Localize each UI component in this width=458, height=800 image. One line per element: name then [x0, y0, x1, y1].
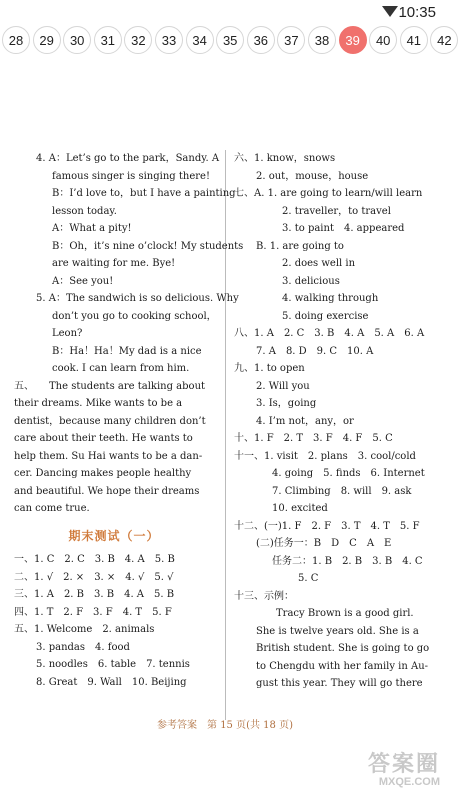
answer-line: 2. does well in	[282, 258, 356, 269]
page-tab-31[interactable]: 31	[94, 26, 122, 54]
page-tab-35[interactable]: 35	[216, 26, 244, 54]
answer-line: She is twelve years old. She is a	[256, 625, 419, 637]
answer-line: 九、1. to open	[234, 363, 305, 374]
answer-line: 5. doing exercise	[282, 310, 369, 322]
answer-line: 十二、(一)1. F 2. F 3. T 4. T 5. F	[234, 520, 420, 532]
answer-line: 二、1. √ 2. × 3. × 4. √ 5. √	[14, 571, 174, 583]
page-tab-34[interactable]: 34	[186, 26, 214, 54]
answer-line: 7. A 8. D 9. C 10. A	[256, 345, 374, 357]
answer-line: 五、1. Welcome 2. animals	[14, 624, 155, 635]
answer-line: 8. Great 9. Wall 10. Beijing	[36, 676, 187, 688]
answer-line: don’t you go to cooking school，	[52, 310, 217, 322]
answer-line: 10. excited	[272, 503, 328, 514]
answer-line: to Chengdu with her family in Au-	[256, 660, 429, 672]
answer-line: their dreams. Mike wants to be a	[14, 398, 183, 409]
answer-line: 六、1. know，snows	[234, 153, 336, 164]
answer-line: 4. I’m not，any，or	[256, 415, 354, 427]
answer-line: 3. delicious	[282, 275, 340, 287]
answer-line: 4. walking through	[282, 293, 379, 304]
answer-line: 七、A. 1. are going to learn/will learn	[234, 188, 423, 199]
answer-line: 3. pandas 4. food	[36, 641, 130, 653]
answer-line: dentist，because many children don’t	[14, 415, 206, 427]
status-time: 10:35	[398, 4, 436, 21]
page-tab-41[interactable]: 41	[400, 26, 428, 54]
answer-line: B. 1. are going to	[256, 240, 344, 252]
answer-line: 4. going 5. finds 6. Internet	[272, 468, 425, 479]
status-bar	[0, 0, 450, 26]
page-tab-28[interactable]: 28	[2, 26, 30, 54]
answer-line: B：Ha！Ha！My dad is a nice	[52, 345, 202, 357]
answer-line: 3. to paint 4. appeared	[282, 223, 405, 234]
watermark-logo	[368, 752, 440, 788]
answer-line: 7. Climbing 8. will 9. ask	[272, 485, 412, 497]
answer-line: 十三、示例：	[234, 590, 294, 602]
answer-line: help them. Su Hai wants to be a dan-	[14, 450, 203, 462]
page-tab-40[interactable]: 40	[369, 26, 397, 54]
page-tab-36[interactable]: 36	[247, 26, 275, 54]
answer-line: 5. A：The sandwich is so delicious. Why	[36, 293, 239, 304]
answer-line: famous singer is singing there!	[52, 170, 210, 182]
answer-line: are waiting for me. Bye!	[52, 258, 176, 269]
answer-line: care about their teeth. He wants to	[14, 433, 193, 444]
page-tab-32[interactable]: 32	[124, 26, 152, 54]
answer-line: 一、1. C 2. C 3. B 4. A 5. B	[14, 554, 175, 565]
left-column	[14, 150, 244, 691]
answer-line: 2. out，mouse，house	[256, 170, 369, 182]
answer-line: cer. Dancing makes people healthy	[14, 468, 192, 479]
answer-line: 五、 The students are talking about	[14, 380, 206, 392]
answer-line: B：Oh，it’s nine o’clock! My students	[52, 240, 244, 252]
page-footer: 参考答案 第 15 页(共 18 页)	[157, 720, 293, 731]
page-tab-39[interactable]: 39	[339, 26, 367, 54]
answer-line: 三、1. A 2. B 3. B 4. A 5. B	[14, 589, 175, 600]
answer-line: 四、1. T 2. F 3. F 4. T 5. F	[14, 606, 172, 618]
page-tab-37[interactable]: 37	[277, 26, 305, 54]
answer-line: cook. I can learn from him.	[52, 363, 190, 374]
answer-line: 5. noodles 6. table 7. tennis	[36, 659, 190, 670]
section-title: 期末测试（一）	[68, 528, 160, 543]
answer-line: 八、1. A 2. C 3. B 4. A 5. A 6. A	[234, 328, 425, 339]
column-divider	[225, 150, 226, 720]
answer-line: A：See you!	[52, 275, 114, 287]
answer-line: B：I’d love to，but I have a painting	[52, 188, 236, 199]
page-tab-29[interactable]: 29	[33, 26, 61, 54]
answer-line: British student. She is going to go	[256, 643, 430, 654]
answer-line: and beautiful. We hope their dreams	[14, 485, 200, 497]
answer-line: 2. traveller，to travel	[282, 205, 391, 217]
watermark-line2: MXQE.COM	[378, 776, 440, 788]
answer-line: can come true.	[14, 503, 90, 514]
answer-line: 十、1. F 2. T 3. F 4. F 5. C	[234, 433, 393, 444]
answer-line: Leon?	[52, 328, 83, 339]
right-column	[234, 150, 434, 693]
answer-line: 5. C	[298, 573, 319, 584]
answer-line: 4. A：Let’s go to the park，Sandy. A	[36, 153, 220, 164]
page-tab-42[interactable]: 42	[430, 26, 458, 54]
watermark-line1: 答案圈	[367, 751, 440, 776]
page-tab-30[interactable]: 30	[63, 26, 91, 54]
answer-line: gust this year. They will go there	[256, 678, 423, 689]
answer-line: 十一、1. visit 2. plans 3. cool/cold	[234, 450, 416, 462]
answer-line: 任务二：1. B 2. B 3. B 4. C	[272, 555, 423, 567]
answer-line: 2. Will you	[256, 380, 310, 392]
page-tab-38[interactable]: 38	[308, 26, 336, 54]
page-number-bar	[0, 26, 450, 56]
answer-line: Tracy Brown is a good girl.	[256, 608, 414, 619]
wifi-icon	[382, 6, 398, 17]
answer-line: (二)任务一：B D C A E	[256, 538, 392, 549]
answer-line: A：What a pity!	[52, 223, 132, 234]
answer-line: lesson today.	[52, 205, 117, 217]
answer-line: 3. Is，going	[256, 398, 317, 409]
page-tab-33[interactable]: 33	[155, 26, 183, 54]
